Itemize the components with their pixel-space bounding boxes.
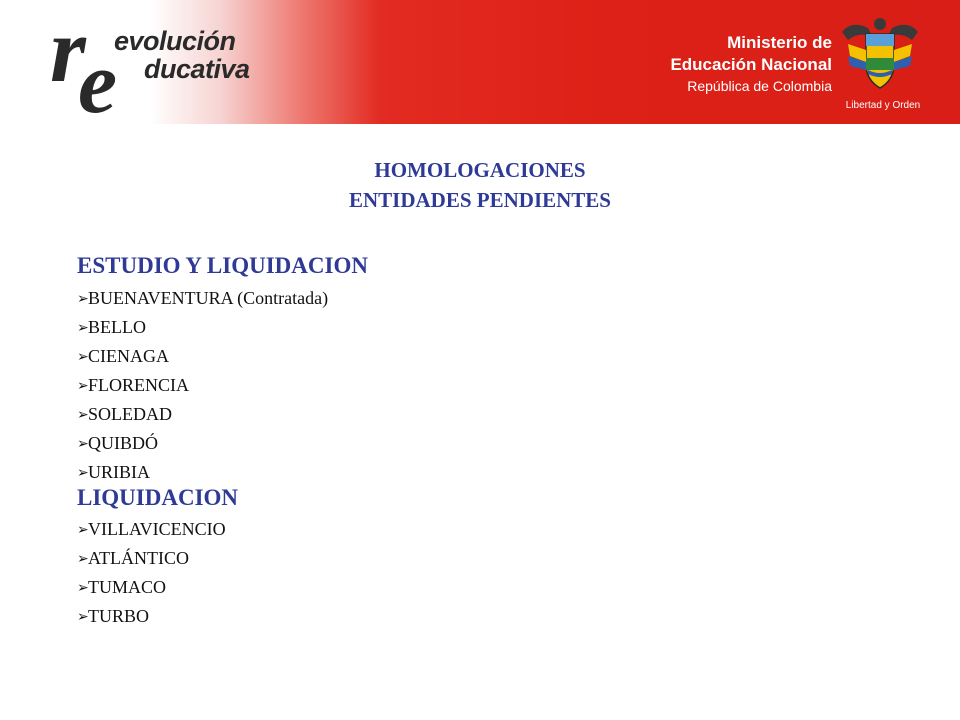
list-item-text: BUENAVENTURA (Contratada)	[88, 288, 329, 308]
list-item-text: FLORENCIA	[88, 375, 190, 395]
logo-letter-r: r	[50, 0, 86, 101]
list-item	[77, 284, 328, 313]
list-item-text: CIENAGA	[88, 346, 169, 366]
list-item-text: TUMACO	[88, 577, 167, 597]
section-heading-estudio-liquidacion: ESTUDIO Y LIQUIDACION	[77, 253, 368, 278]
list-item	[77, 429, 328, 458]
list-item-text: BELLO	[88, 317, 146, 337]
colombia-coat-of-arms-icon	[838, 14, 922, 94]
arrowhead-bullet-icon: ➢	[77, 292, 89, 307]
arrowhead-bullet-icon: ➢	[77, 321, 89, 336]
arrowhead-bullet-icon: ➢	[77, 350, 89, 365]
ministry-line-3: República de Colombia	[687, 78, 832, 94]
list-item-text: SOLEDAD	[88, 404, 172, 424]
list-item	[77, 342, 328, 371]
arrowhead-bullet-icon: ➢	[77, 581, 89, 596]
arrowhead-bullet-icon: ➢	[77, 437, 89, 452]
revolucion-educativa-logo	[44, 0, 254, 132]
list-item	[77, 371, 328, 400]
arrowhead-bullet-icon: ➢	[77, 610, 89, 625]
page-subtitle: ENTIDADES PENDIENTES	[349, 188, 611, 212]
list-item-text: URIBIA	[88, 462, 150, 482]
list-item	[77, 313, 328, 342]
list-item	[77, 573, 226, 602]
ministry-name	[670, 32, 832, 96]
logo-text-educativa: ducativa	[144, 54, 250, 84]
logo-letter-e: e	[78, 35, 118, 132]
arrowhead-bullet-icon: ➢	[77, 408, 89, 423]
list-liquidacion	[77, 515, 226, 631]
ministry-line-2: Educación Nacional	[670, 55, 832, 74]
arrowhead-bullet-icon: ➢	[77, 466, 89, 481]
list-item	[77, 515, 226, 544]
list-item	[77, 400, 328, 429]
list-item-text: VILLAVICENCIO	[88, 519, 226, 539]
page-title: HOMOLOGACIONES	[374, 158, 586, 182]
arrowhead-bullet-icon: ➢	[77, 379, 89, 394]
list-item-text: TURBO	[88, 606, 150, 626]
logo-text-revolucion: evolución	[114, 26, 236, 56]
ministry-line-1: Ministerio de	[727, 33, 832, 52]
header-banner	[0, 0, 960, 132]
arrowhead-bullet-icon: ➢	[77, 523, 89, 538]
arrowhead-bullet-icon: ➢	[77, 552, 89, 567]
list-item-text: QUIBDÓ	[88, 433, 158, 453]
list-item	[77, 544, 226, 573]
list-item	[77, 602, 226, 631]
coat-of-arms-motto: Libertad y Orden	[845, 100, 921, 111]
section-heading-liquidacion: LIQUIDACION	[77, 485, 239, 510]
list-estudio-liquidacion	[77, 284, 328, 487]
list-item-text: ATLÁNTICO	[88, 548, 189, 568]
